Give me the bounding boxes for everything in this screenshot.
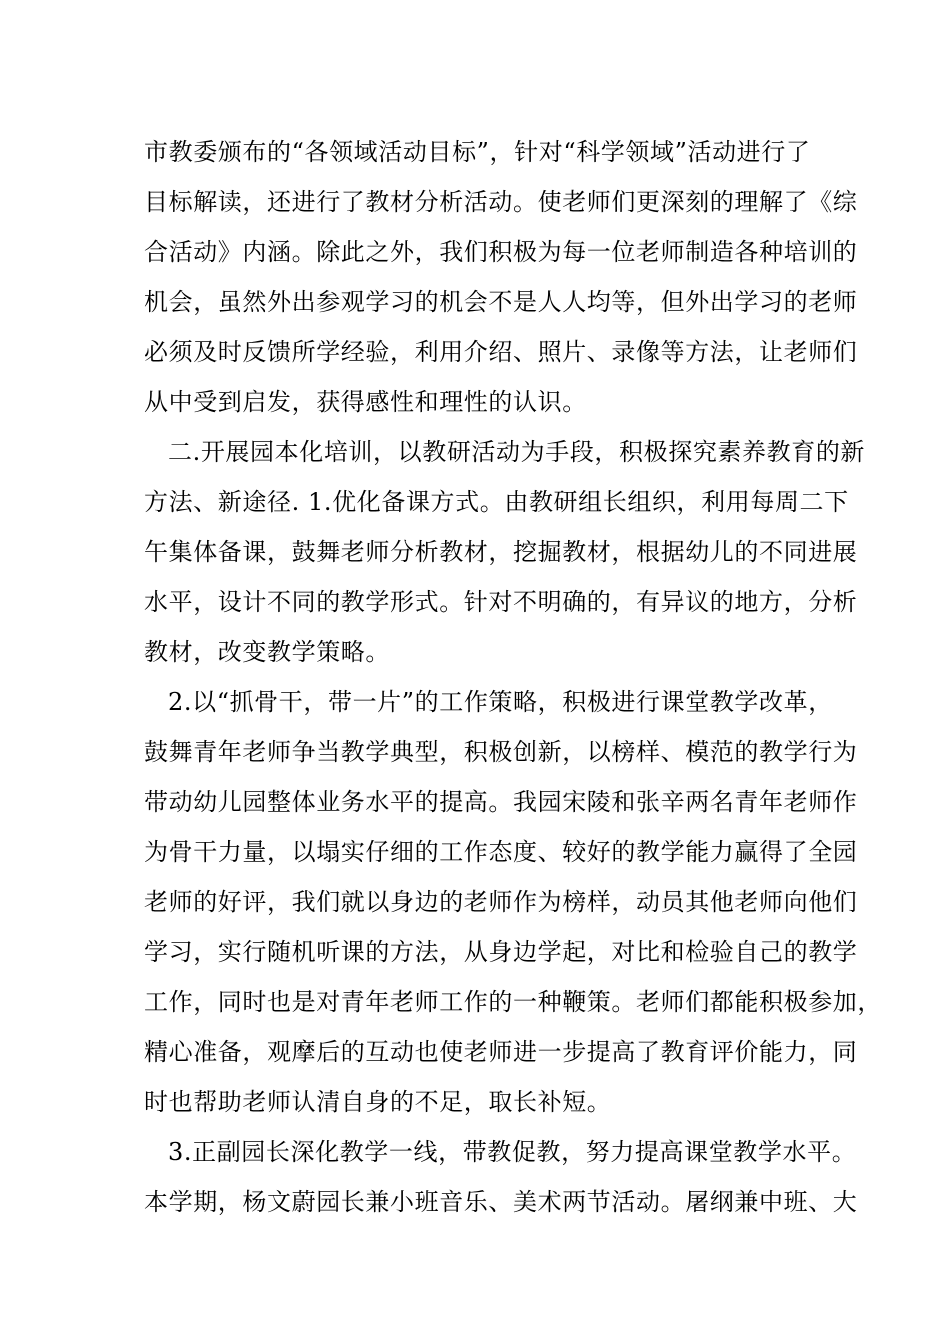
text-line: 学习，实行随机听课的方法，从身边学起，对比和检验自己的教学 (144, 938, 858, 966)
text-line: 老师的好评，我们就以身边的老师作为榜样，动员其他老师向他们 (144, 888, 858, 916)
text-line: 教材，改变教学策略。 (144, 638, 390, 666)
text-line: 午集体备课，鼓舞老师分析教材，挖掘教材，根据幼儿的不同进展 (144, 538, 858, 566)
text-line: 鼓舞青年老师争当教学典型，积极创新，以榜样、模范的教学行为 (144, 738, 858, 766)
text-line: 目标解读，还进行了教材分析活动。使老师们更深刻的理解了《综 (144, 188, 858, 216)
text-line: 机会，虽然外出参观学习的机会不是人人均等，但外出学习的老师 (144, 288, 858, 316)
text-line: 从中受到启发，获得感性和理性的认识。 (144, 388, 587, 416)
text-line: 水平，设计不同的教学形式。针对不明确的，有异议的地方，分析 (144, 588, 858, 616)
section-heading-line: 二.开展园本化培训，以教研活动为手段，积极探究素养教育的新 (168, 438, 866, 466)
text-line: 本学期，杨文蔚园长兼小班音乐、美术两节活动。屠纲兼中班、大 (144, 1188, 858, 1216)
paragraph-start-line: 3.正副园长深化教学一线，带教促教，努力提高课堂教学水平。 (168, 1138, 857, 1166)
text-line: 必须及时反馈所学经验，利用介绍、照片、录像等方法，让老师们 (144, 338, 858, 366)
text-line: 为骨干力量，以塌实仔细的工作态度、较好的教学能力赢得了全园 (144, 838, 858, 866)
text-line: 精心准备，观摩后的互动也使老师进一步提高了教育评价能力，同 (144, 1038, 858, 1066)
text-line: 市教委颁布的“各领域活动目标”，针对“科学领域”活动进行了 (144, 138, 811, 166)
text-line: 合活动》内涵。除此之外，我们积极为每一位老师制造各种培训的 (144, 238, 858, 266)
paragraph-start-line: 2.以“抓骨干，带一片”的工作策略，积极进行课堂教学改革， (168, 688, 833, 716)
text-line: 时也帮助老师认清自身的不足，取长补短。 (144, 1088, 612, 1116)
text-line: 带动幼儿园整体业务水平的提高。我园宋陵和张辛两名青年老师作 (144, 788, 858, 816)
text-line: 工作，同时也是对青年老师工作的一种鞭策。老师们都能积极参加， (144, 988, 882, 1016)
text-line: 方法、新途径. 1.优化备课方式。由教研组长组织，利用每周二下 (144, 488, 849, 516)
